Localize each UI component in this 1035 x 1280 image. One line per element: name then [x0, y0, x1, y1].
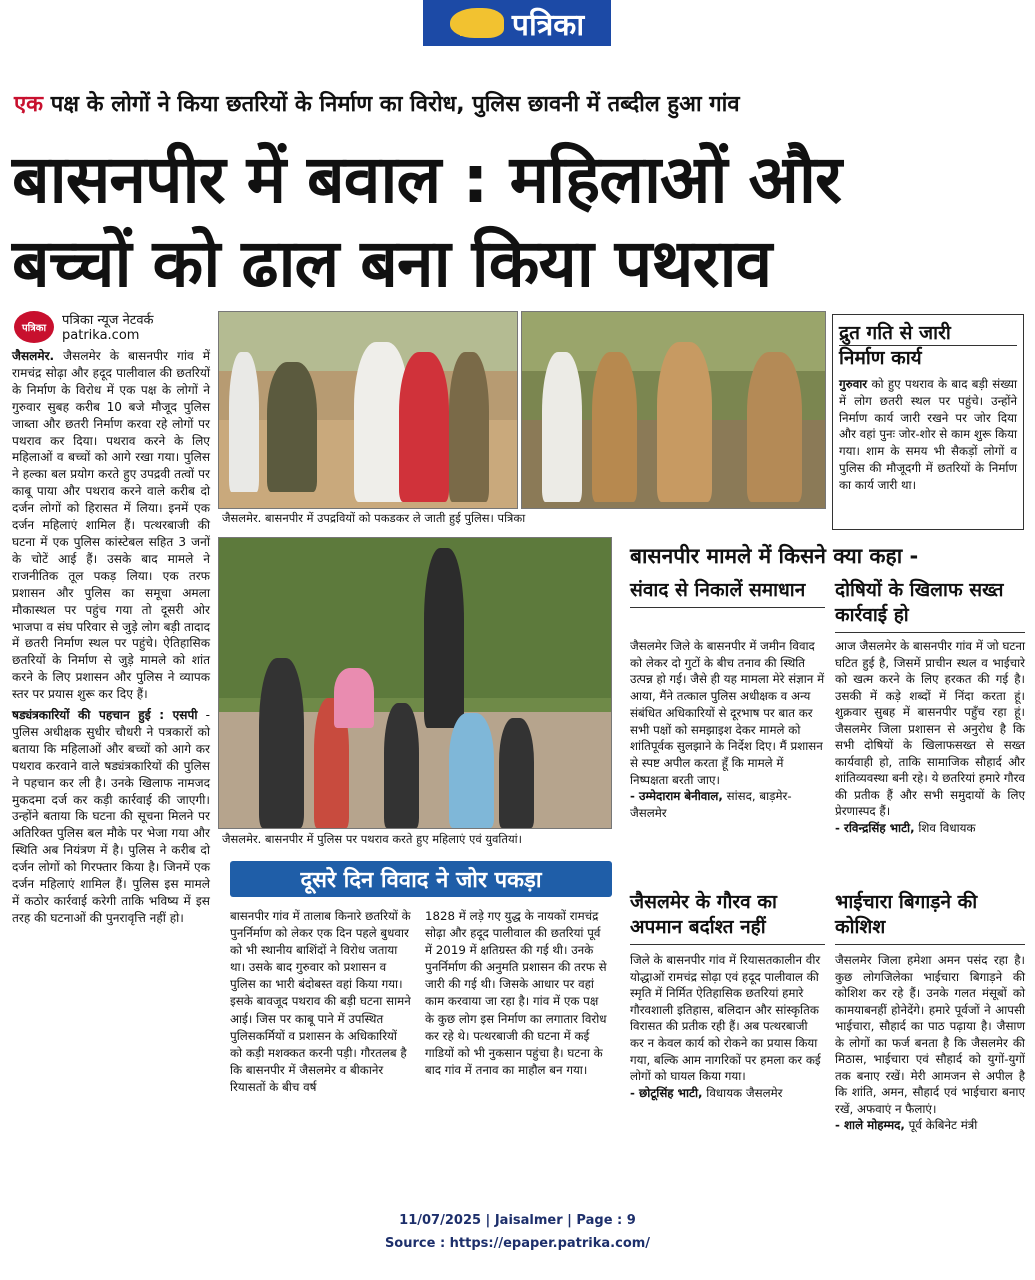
quote-3-name: - छोटूसिंह भाटी,	[630, 1085, 703, 1100]
section-head: बासनपीर मामले में किसने क्या कहा -	[630, 544, 919, 568]
sidebox-title-1: द्रुत गति से जारी	[839, 321, 1017, 346]
quote-2-title: दोषियों के खिलाफ सख्त कार्रवाई हो	[835, 578, 1025, 633]
story-para-2: - पुलिस अधीक्षक सुधीर चौधरी ने पत्रकारों को बताया कि महिलाओं और बच्चों को आगे कर पथराव करवाने वाले षड्यंत्रकारियों की पुलिस ने पहचान कर ली है। उनके खिलाफ नामजद मुकदमा दर्ज कर कड़ी कार्रवाई की जाएगी। उन्होंने बताया कि घटना की सूचना मिलने पर अतिरिक्त पुलिस बल मौके पर भेजा गया और स्थिति अब नियंत्रण में है। पुलिस ने करीब दो दर्जन लोगों को गिरफ्तार किया है। जिनमें एक दर्जन महिलाएं शामिल हैं। पुलिस इस मामले में कठोर कार्रवाई करेगी ताकि भविष्य में इस तरह की घटनाओं की पुनरावृत्ति नहीं हो।	[12, 708, 210, 925]
bureau-name: पत्रिका न्यूज नेटवर्क	[62, 313, 154, 328]
sidebox-body: गुरुवार को हुए पथराव के बाद बड़ी संख्या में लोग छतरी स्थल पर पहुंचे। उन्होंने निर्माण कार्य जारी रखने पर जोर दिया और वहां पुनः जोर-शोर से काम शुरू किया गया। शाम के समय भी सैकड़ों लोगों व पुलिस की मौजूदगी में छतरियों के निर्माण का कार्य जारी था।	[839, 377, 1017, 492]
second-day-col-2: 1828 में लड़े गए युद्ध के नायकों रामचंद्र सोढ़ा और हदूद पालीवाल की छतरियां पूर्व में 2019 में क्षतिग्रस्त की गई थी। उनके पुनर्निर्माण की अनुमति प्रशासन की तरफ से जारी की गई थी। जिसके आधार पर वहां काम करवाया जा रहा है। गांव में एक पक्ष के कुछ लोग इस निर्माण का लगातार विरोध कर रहे थे। पत्थरबाजी की घटना में कई गाडियों को भी नुकसान पहुंचा है। घटना के बाद गांव में तनाव का माहौल बन गया।	[425, 909, 607, 1077]
brand-name: पत्रिका	[511, 7, 585, 43]
side-box	[832, 314, 1024, 530]
headline-line-1: बासनपीर में बवाल : महिलाओं और	[12, 141, 841, 218]
quote-4-name: - शाले मोहम्मद,	[835, 1118, 905, 1132]
footer-date: 11/07/2025 | Jaisalmer | Page : 9	[399, 1213, 636, 1228]
sidebox-lead: गुरुवार	[839, 377, 868, 391]
patrika-logo-icon: पत्रिका	[14, 311, 54, 343]
quote-2-name: - रविन्द्रसिंह भाटी,	[835, 820, 915, 835]
kicker	[14, 88, 740, 118]
story-para-1: जैसलमेर के बासनपीर गांव में रामचंद्र सोढ़ा और हदूद पालीवाल की छतरियों के निर्माण के विरोध में एक पक्ष के लोगों ने गुरुवार सुबह करीब 10 बजे मौजूद पुलिस जाब्ता और छतरी निर्माण करवा रहे लोगों पर पथराव कर दिया। पथराव करने के लिए महिलाओं व बच्चों को आगे रखा गया। पुलिस ने हल्का बल प्रयोग करते हुए उपद्रवी तत्वों पर काबू पाया और पथराव करने वाले करीब दो दर्जन लोगों को हिरासत में लिया। इनमें एक दर्जन महिलाएं शामिल हैं। पत्थरबाजी की घटना में एक पुलिस कांस्टेबल सहित 3 जनों के चोटें आई हैं। उसके बाद मामले ने राजनीतिक तूल पकड़ लिया। एक तरफ प्रशासन और पुलिस का समूचा अमला मौकास्थल पर पहुंच गया तो दूसरी ओर भाजपा व संघ परिवार से जुड़े लोग बड़ी तादाद में छतरी निर्माण स्थल पर पहुंचे। ऐतिहासिक छतरियों के निर्माण से जुड़े मामले को शांत करने के लिए प्रशासन और पुलिस ने व्यापक स्तर पर प्रयास शुरू कर दिए हैं।	[12, 349, 210, 702]
quote-4-title: भाईचारा बिगाड़ने की कोशिश	[835, 890, 1025, 945]
dateline: जैसलमेर.	[12, 349, 55, 363]
quote-1-title: संवाद से निकालें समाधान	[630, 578, 825, 608]
headline	[12, 138, 1022, 306]
quote-1-body: जैसलमेर जिले के बासनपीर में जमीन विवाद को लेकर दो गुटों के बीच तनाव की स्थिति उत्पन्न हो गई। जैसे ही यह मामला मेरे संज्ञान में आया, मैंने तत्काल पुलिस अधीक्षक व अन्य संबंधित अधिकारियों से दूरभाष पर बात कर सभी पक्षों को समझाइश देकर मामले को शांतिपूर्वक सुलझाने के निर्देश दिए। मैं प्रशासन से स्पष्ट अपील करता हूँ कि मामले में निष्पक्षता बरती जाए। - उम्मेदाराम बेनीवाल, सांसद, बाड़मेर-जैसलमेर	[630, 639, 825, 821]
sub-heading-sp: षड्यंत्रकारियों की पहचान हुई : एसपी	[12, 708, 198, 723]
photo-police-detaining	[218, 311, 518, 509]
headline-line-2: बच्चों को ढाल बना किया पथराव	[12, 225, 772, 302]
caption-top: जैसलमेर. बासनपीर में उपद्रवियों को पकडकर ले जाती हुई पुलिस। पत्रिका	[222, 511, 526, 525]
kicker-text: पक्ष के लोगों ने किया छतरियों के निर्माण का विरोध, पुलिस छावनी में तब्दील हुआ गांव	[43, 92, 740, 117]
footer-source: Source : https://epaper.patrika.com/	[384, 1236, 651, 1251]
sidebox-title-2: निर्माण कार्य	[839, 347, 922, 369]
quote-3-title: जैसलमेर के गौरव का अपमान बर्दाश्त नहीं	[630, 890, 825, 945]
kicker-lead: एक	[14, 92, 44, 117]
quote-3-body: जिले के बासनपीर गांव में रियासतकालीन वीर योद्धाओं रामचंद्र सोढ़ा एवं हदूद पालीवाल की स्मृति में निर्मित ऐतिहासिक छतरियां हमारे गौरवशाली इतिहास, बलिदान और सांस्कृतिक विरासत की प्रतीक रही हैं। अब पत्थरबाजी कर न केवल कार्य को रोकने का प्रयास किया गया, बल्कि आम नागरिकों पर हमला कर कई लोगों को घायल किया गया। - छोटूसिंह भाटी, विधायक जैसलमेर	[630, 953, 821, 1100]
quote-4-body: जैसलमेर जिला हमेशा अमन पसंद रहा है। कुछ लोगजिलेका भाईचारा बिगाड़ने की कोशिश कर रहे हैं। उनके गलत मंसूबों को कामयाबनहीं होनेदेंगे। हमारे पूर्वजों ने आपसी भाईचारा, सौहार्द का पाठ पढ़ाया है। जैसाण के लोगों का फर्ज बनता है कि जैसलमेर की मिठास, भाईचारा एवं सौहार्द को युगों-युगों तक बनाए रखें। मेरी आमजन से अपील है कि शांति, अमन, सौहार्द एवं भाईचारा बनाए रखें, अफवाएं न फैलाएं। - शाले मोहम्मद, पूर्व केबिनेट मंत्री	[835, 953, 1025, 1132]
quote-1-name: - उम्मेदाराम बेनीवाल,	[630, 789, 723, 804]
quote-2-body: आज जैसलमेर के बासनपीर गांव में जो घटना घटित हुई है, जिसमें प्राचीन स्थल व भाईचारे को खत्म करने के लिए हरकत की गई है। उसकी में कड़े शब्दों में निंदा करता हूं। शुक्रवार सुबह में बासनपीर पहुँच रहा हूं। जैसलमेर जिला प्रशासन से अनुरोध है कि सभी दोषियों के खिलाफसख्त से सख्त कार्यवाही हो, ताकि सामाजिक सौहार्द और शांतिव्यवस्था बनी रहे। ये छतरियां हमारे गौरव की प्रतीक हैं और सभी समुदायों के लिए प्रेरणास्पद हैं। - रविन्द्रसिंह भाटी, शिव विधायक	[835, 639, 1025, 835]
bureau-site: patrika.com	[62, 328, 140, 343]
photo-stone-pelting	[218, 537, 612, 829]
masthead	[423, 0, 611, 46]
second-day-col-1: बासनपीर गांव में तालाब किनारे छतरियों के पुनर्निर्माण को लेकर एक दिन पहले बुधवार को भी स्थानीय बाशिंदों ने विरोध जताया था। उसके बाद गुरुवार को प्रशासन व पुलिस का भारी बंदोबस्त वहां किया गया। इसके बावजूद पथराव की बड़ी घटना सामने आई। जिस पर काबू पाने में उपस्थित पुलिसकर्मियों व प्रशासन के अधिकारियों को कड़ी मशक्कत करनी पड़ी। गौरतलब है कि बासनपीर में जैसलमेर व बीकानेर रियासतों के बीच वर्ष	[230, 909, 411, 1094]
photo-police-crowd	[521, 311, 826, 509]
byline	[14, 310, 154, 343]
second-day-banner: दूसरे दिन विवाद ने जोर पकड़ा	[230, 861, 612, 897]
lion-logo-icon	[450, 8, 504, 38]
caption-bottom: जैसलमेर. बासनपीर में पुलिस पर पथराव करते हुए महिलाएं एवं युवतियां।	[222, 832, 522, 846]
main-story	[12, 348, 210, 927]
